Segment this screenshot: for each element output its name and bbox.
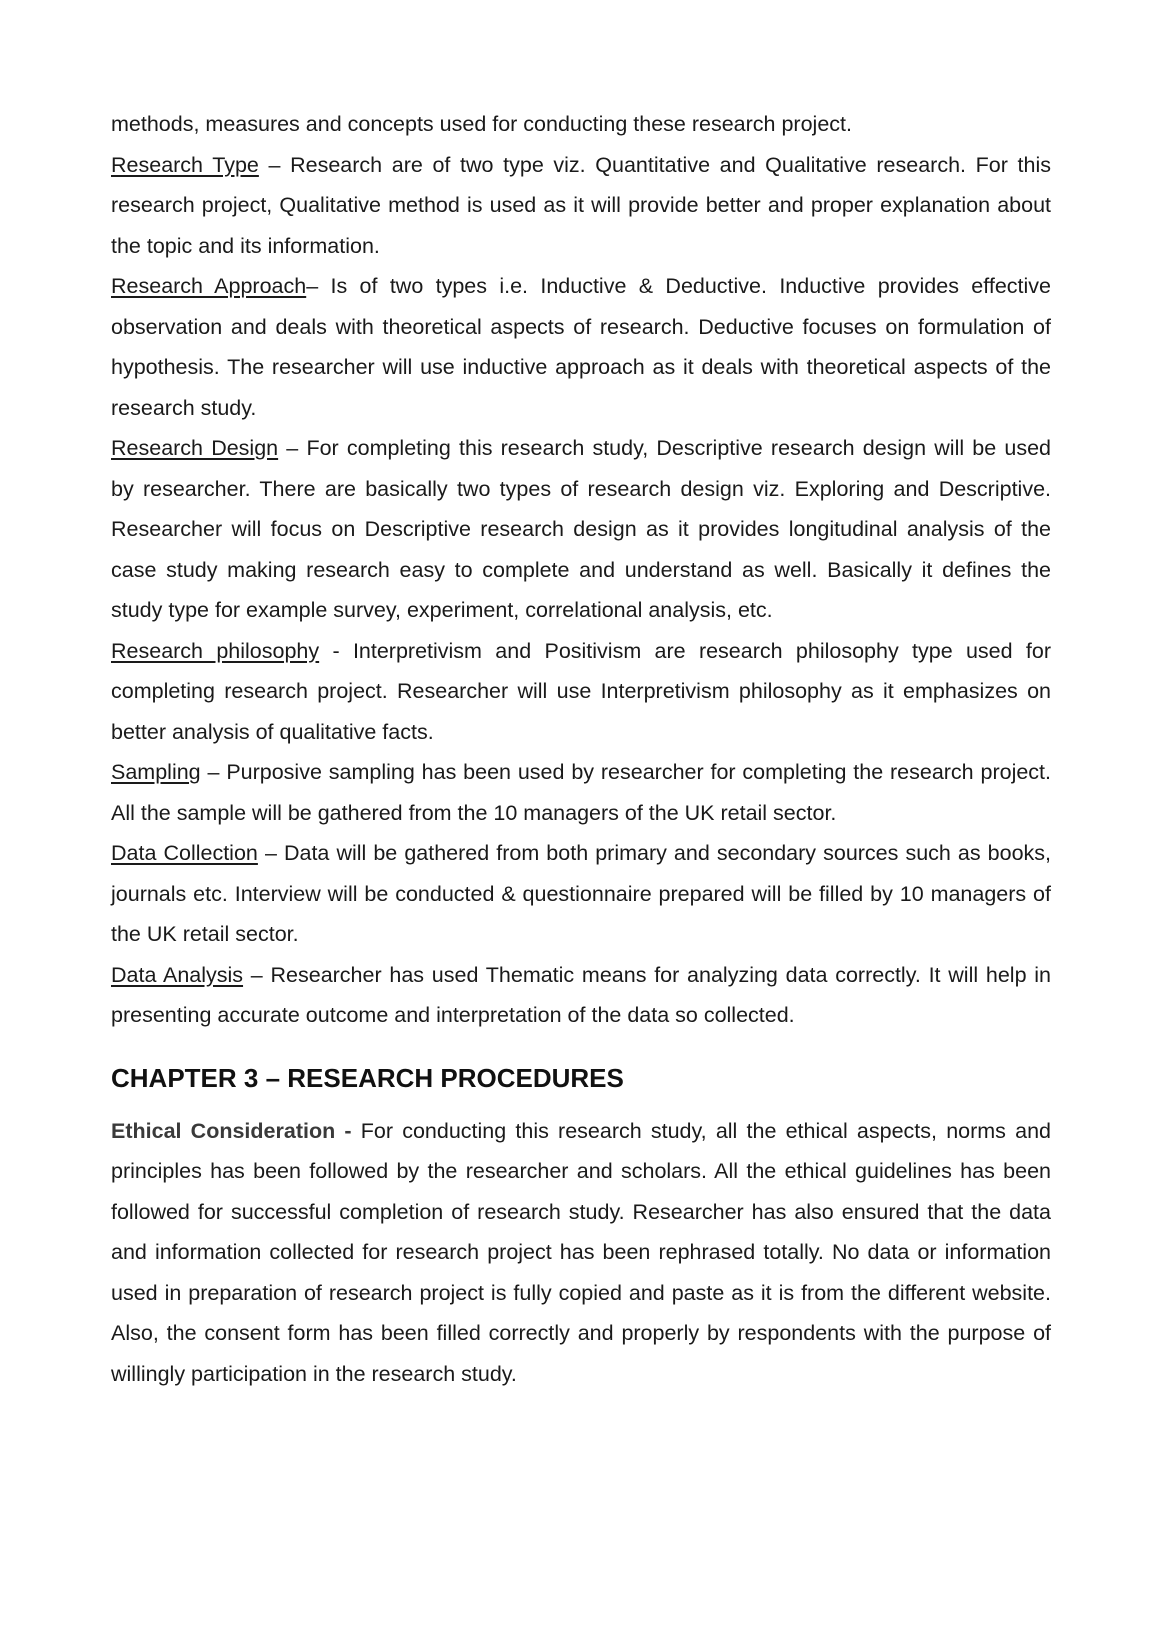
chapter-heading: CHAPTER 3 – RESEARCH PROCEDURES [111, 1062, 624, 1093]
section-data-collection [111, 833, 1051, 955]
section-sampling [111, 752, 1051, 833]
separator: – [257, 841, 284, 865]
section-text: Research are of two type viz. Quantitative and Qualitative research. For this research project, Qualitative method is used as it will provide better and proper explanation about the topic and its information. [111, 152, 1051, 258]
term-data-analysis: Data Analysis [111, 962, 244, 987]
document-page [111, 104, 1051, 1394]
section-text: Is of two types i.e. Inductive & Deductive. Inductive provides effective observation and deals with theoretical aspects of research. Deductive focuses on formulation of hypothesis. The researcher will use inductive approach as it deals with theoretical aspects of the research study. [111, 274, 1051, 420]
term-research-type: Research Type [111, 152, 259, 177]
ethical-lead: Ethical Consideration - [111, 1118, 361, 1143]
separator: – [278, 436, 307, 460]
intro-paragraph: methods, measures and concepts used for conducting these research project. [111, 112, 852, 136]
term-research-approach: Research Approach [111, 274, 307, 298]
section-research-design [111, 428, 1051, 631]
separator: – [306, 274, 331, 298]
section-research-approach [111, 266, 1051, 428]
section-research-type [111, 145, 1051, 267]
term-research-design: Research Design [111, 436, 279, 460]
section-data-analysis [111, 955, 1051, 1036]
section-text: Researcher has used Thematic means for analyzing data correctly. It will help in presenting accurate outcome and interpretation of the data so collected. [111, 962, 1052, 1027]
term-research-philosophy: Research philosophy [111, 638, 320, 663]
separator: – [258, 152, 291, 177]
separator: – [200, 760, 227, 784]
term-sampling: Sampling [111, 760, 201, 784]
separator: – [243, 962, 271, 987]
section-text: Purposive sampling has been used by researcher for completing the research project. All the sample will be gathered from the 10 managers of the UK retail sector. [111, 760, 1051, 825]
term-data-collection: Data Collection [111, 841, 258, 865]
ethical-text: For conducting this research study, all the ethical aspects, norms and principles has been followed by the researcher and scholars. All the ethical guidelines has been followed for successful completion of research study. Researcher has also ensured that the data and information collected for research project has been rephrased totally. No data or information used in preparation of research project is fully copied and paste as it is from the different website. Also, the consent form has been filled correctly and properly by respondents with the purpose of willingly participation in the research study. [111, 1118, 1051, 1386]
section-text: Data will be gathered from both primary and secondary sources such as books, journals etc. Interview will be conducted & questionnaire prepared will be filled by 10 managers of the UK retail sector. [111, 841, 1052, 946]
separator: - [319, 638, 353, 663]
section-ethical-consideration [111, 1111, 1051, 1395]
section-research-philosophy [111, 631, 1051, 753]
section-text: Interpretivism and Positivism are research philosophy type used for completing research project. Researcher will use Interpretivism philosophy as it emphasizes on better analysis of qualitative facts. [111, 638, 1051, 744]
section-text: For completing this research study, Descriptive research design will be used by researcher. There are basically two types of research design viz. Exploring and Descriptive. Researcher will focus on Descriptive research design as it provides longitudinal analysis of the case study making research easy to complete and understand as well. Basically it defines the study type for example survey, experiment, correlational analysis, etc. [111, 436, 1052, 622]
